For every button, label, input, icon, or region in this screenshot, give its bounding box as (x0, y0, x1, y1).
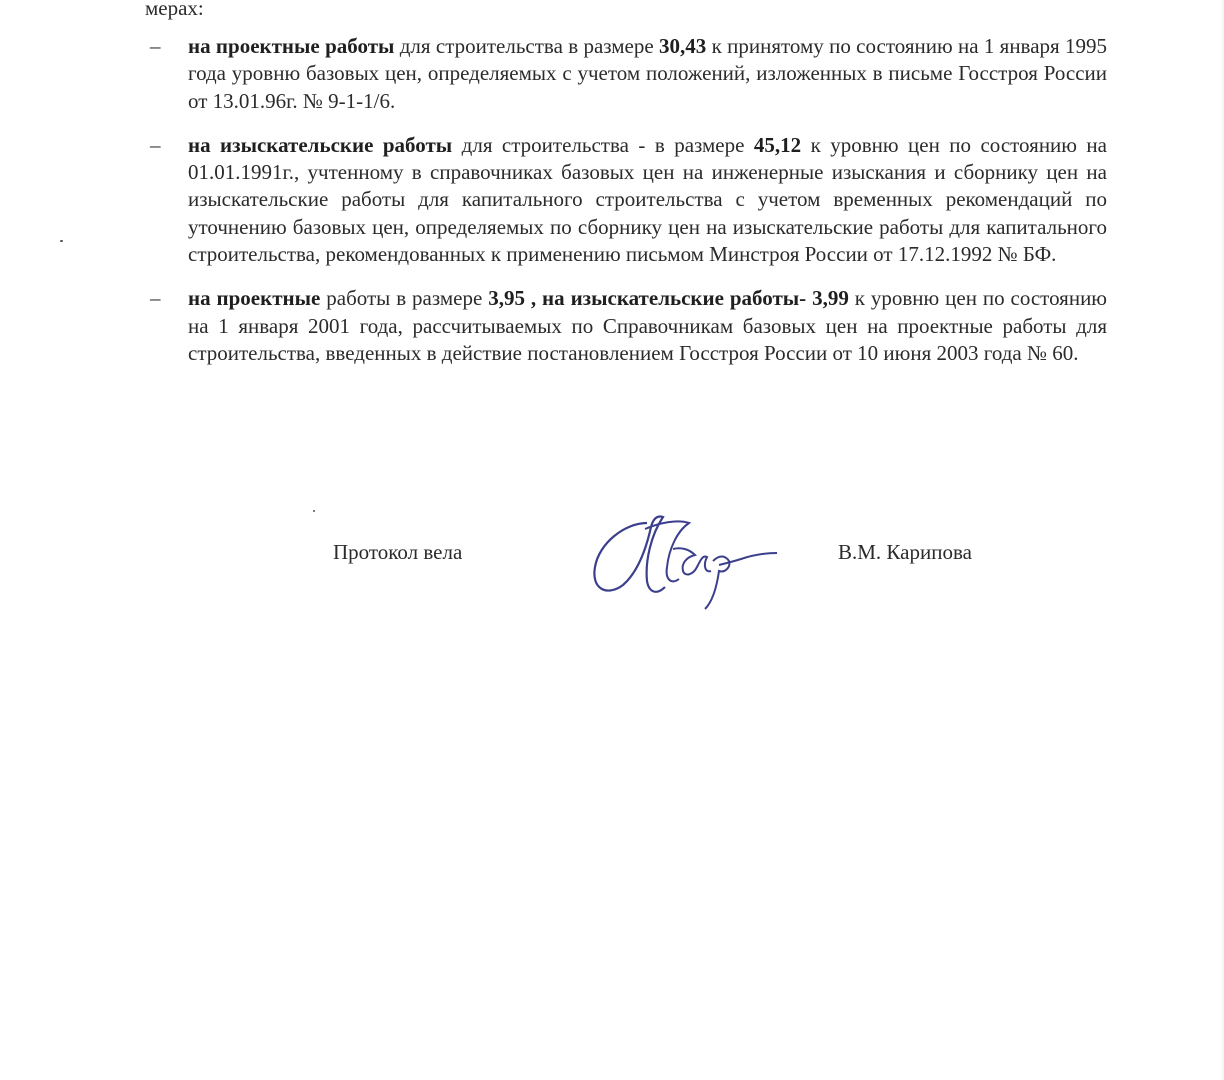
text-fragment: мерах: (145, 0, 204, 20)
bullet-item (150, 285, 1107, 367)
bullet-bold-lead: на изыскательские работы (188, 132, 453, 157)
bullet-text: для строительства в размере (394, 34, 660, 58)
bullet-text: к уровню цен по состоянию на 1 января 2001 года, рассчитываемых по Справочникам базовых цен на проектные работы для строительства, введенных в действие постановлением Госстроя России от 10 июня 2003 года № 60. (188, 286, 1107, 365)
bullet-bold-value: 45,12 (753, 132, 802, 157)
scan-speck (60, 240, 63, 242)
signature-strokes (594, 516, 777, 609)
bullet-bold-value: 30,43 (659, 34, 707, 58)
signature-block (0, 500, 1224, 620)
bullet-item (150, 132, 1107, 268)
bullet-bold-lead: на проектные работы (188, 34, 395, 58)
bullet-text: к принятому по состоянию на 1 января 1995 года уровню базовых цен, определяемых с учетом положений, изложенных в письме Госстроя России от 13.01.96г. № 9-1-1/6. (188, 34, 1107, 113)
bullet-text: к уровню цен по состоянию на 01.01.1991г., учтенному в справочниках базовых цен на инженерные изыскания и сборнику цен на изыскательские работы для капитального строительства с учетом временных рекомендаций по уточнению базовых цен, определяемых по сборнику цен на изыскательские работы для капитального строительства, рекомендованных к применению письмом Минстроя России от 17.12.1992 № БФ. (188, 132, 1107, 267)
bullet-item (150, 33, 1107, 115)
scan-speck (313, 510, 315, 512)
bullet-bold-lead: на проектные (188, 286, 321, 311)
bullet-list (150, 33, 1107, 384)
bullet-text: для строительства - в размере (452, 132, 754, 157)
bullet-dash: – (150, 132, 161, 157)
signatory-name: В.М. Карипова (838, 540, 972, 564)
signature-label: Протокол вела (333, 540, 463, 564)
bullet-text: работы в размере (320, 286, 489, 311)
bullet-dash: – (150, 286, 161, 311)
handwritten-signature (585, 505, 780, 615)
bullet-dash: – (150, 34, 161, 58)
bullet-bold-value: 3,95 , на изыскательские работы- 3,99 (488, 286, 849, 311)
